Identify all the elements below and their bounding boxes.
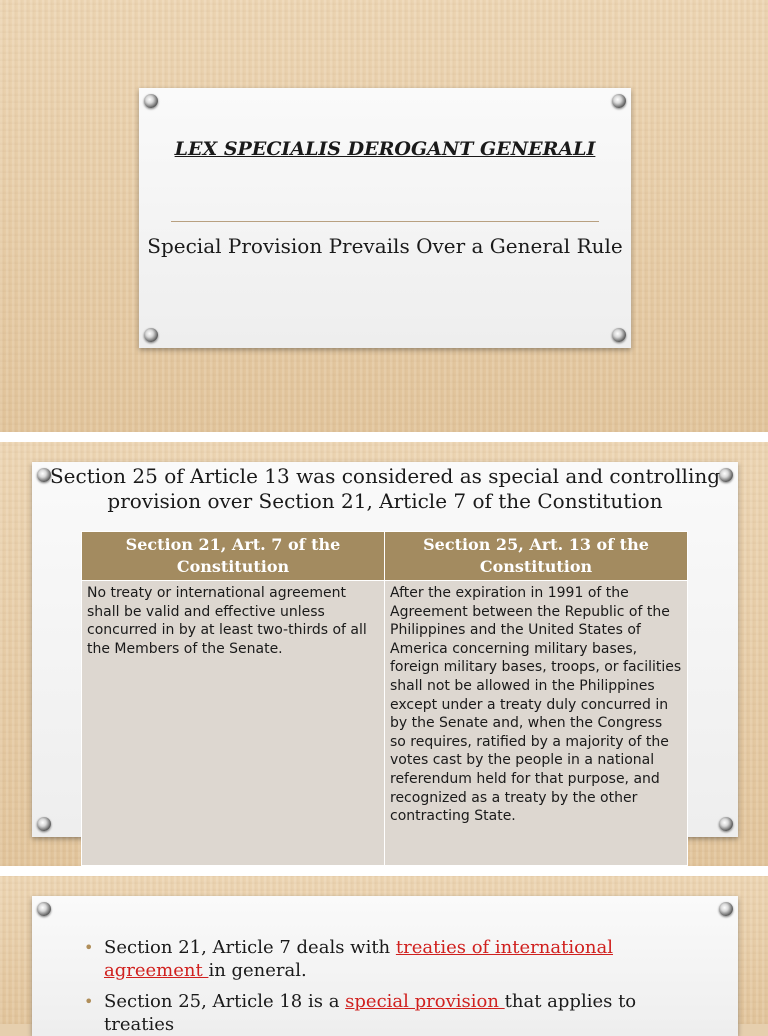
bullet-icon: • (84, 938, 94, 957)
comparison-table (81, 531, 688, 866)
bullet-list (84, 936, 704, 1036)
bullet-text: that applies to treaties (104, 991, 637, 1035)
highlight-link[interactable]: treaties of international agreement (104, 937, 613, 981)
content-heading: Section 25 of Article 13 was considered as special and controlling provision over Section 21, Article 7 of the Constitution (49, 464, 721, 513)
pin-icon (37, 902, 51, 916)
pin-icon (144, 328, 158, 342)
pin-icon (612, 94, 626, 108)
pin-icon (37, 817, 51, 831)
slide-subtitle: Special Provision Prevails Over a General Rule (147, 234, 623, 258)
bullet-text: in general. (208, 960, 307, 981)
table-cell: No treaty or international agreement shall be valid and effective unless concurred in by at least two-thirds of all the Members of the Senate. (82, 581, 385, 866)
slide-title: LEX SPECIALIS DEROGANT GENERALI (174, 138, 596, 160)
list-item (84, 990, 704, 1036)
title-divider (171, 221, 599, 222)
bullet-card (32, 896, 738, 1036)
pin-icon (612, 328, 626, 342)
bullet-text: Section 21, Article 7 deals with (104, 937, 396, 958)
table-row (82, 581, 688, 866)
list-item (84, 936, 704, 982)
pin-icon (719, 902, 733, 916)
table-header-cell: Section 25, Art. 13 of the Constitution (385, 532, 688, 581)
table-header-row (82, 532, 688, 581)
table-cell: After the expiration in 1991 of the Agreement between the Republic of the Philippines and the United States of America concerning military bases, foreign military bases, troops, or facilities shall not be allowed in the Philippines except under a treaty duly concurred in by the Senate and, when the Congress so requires, ratified by a majority of the votes cast by the people in a national referendum held for that purpose, and recognized as a treaty by the other contracting State. (385, 581, 688, 866)
bullet-icon: • (84, 992, 94, 1011)
highlight-link[interactable]: special provision (345, 991, 505, 1012)
pin-icon (719, 817, 733, 831)
pin-icon (144, 94, 158, 108)
slide-separator (0, 866, 768, 876)
slide-separator (0, 432, 768, 442)
title-card (139, 88, 631, 348)
table-header-cell: Section 21, Art. 7 of the Constitution (82, 532, 385, 581)
bullet-text: Section 25, Article 18 is a (104, 991, 346, 1012)
